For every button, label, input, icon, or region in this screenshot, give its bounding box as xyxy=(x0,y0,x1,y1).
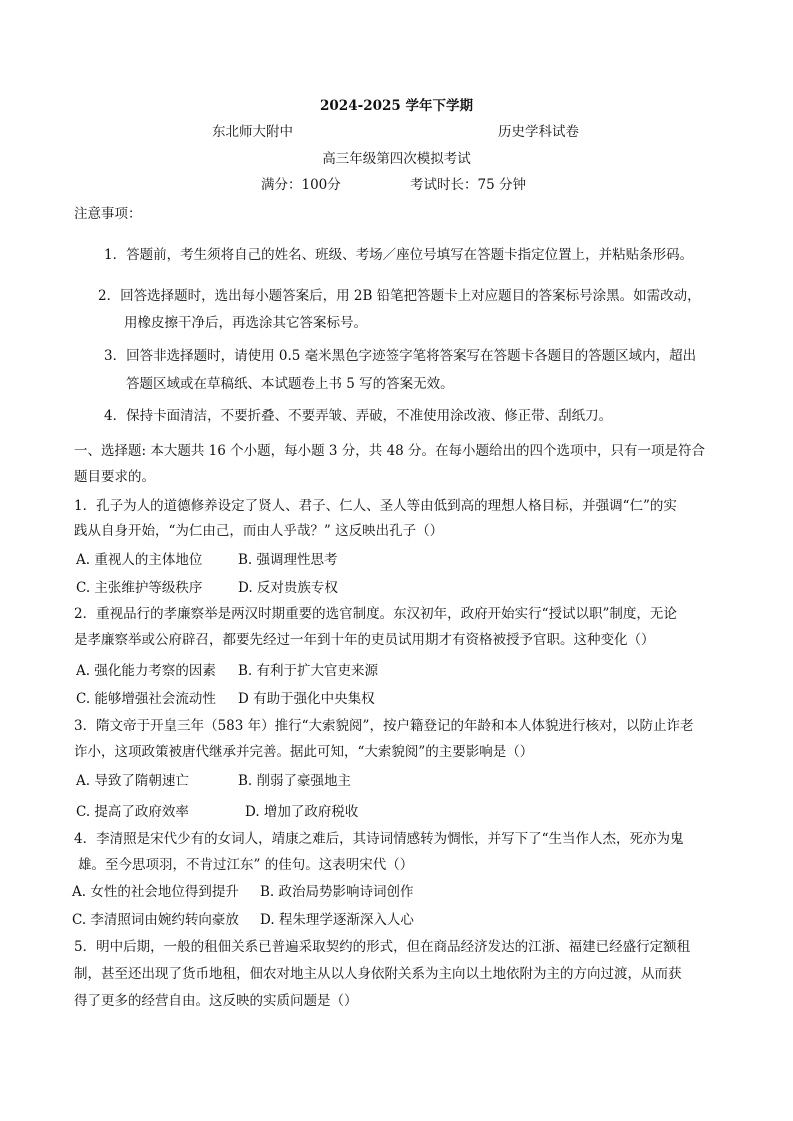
option-a: A. 强化能力考察的因素 xyxy=(76,663,216,679)
exam-year: 2024-2025 学年下学期 xyxy=(320,98,473,114)
question-text: 制，甚至还出现了货币地租，佃农对地主从以人身依附关系为主向以土地依附为主的方向过渡，从而获 xyxy=(74,966,682,982)
option-a: A. 重视人的主体地位 xyxy=(76,552,203,568)
option-b: B. 削弱了豪强地主 xyxy=(238,773,352,789)
notice-item: 1．答题前，考生须将自己的姓名、班级、考场／座位号填写在答题卡指定位置上，并粘贴条形码。 xyxy=(104,247,694,263)
option-c: C. 李清照词由婉约转向豪放 xyxy=(72,912,239,928)
option-d: D. 反对贵族专权 xyxy=(238,580,338,596)
notice-item-cont: 用橡皮擦干净后，再选涂其它答案标号。 xyxy=(124,315,367,331)
notice-item: 2．回答选择题时，选出每小题答案后，用 2B 铅笔把答题卡上对应题目的答案标号涂黑。如需改动， xyxy=(98,288,701,304)
question-text: 是孝廉察举或公府辟召，都要先经过一年到十年的吏员试用期才有资格被授予官职。这种变化（） xyxy=(74,632,655,648)
option-b: B. 政治局势影响诗词创作 xyxy=(260,884,414,900)
section-heading: 一、选择题: 本大题共 16 个小题，每小题 3 分，共 48 分。在每小题给出的四个选项中，只有一项是符合 xyxy=(74,443,706,459)
option-d: D. 增加了政府税收 xyxy=(245,804,359,820)
notice-item-cont: 答题区域或在草稿纸、本试题卷上书 5 写的答案无效。 xyxy=(126,376,454,392)
option-d: D 有助于强化中央集权 xyxy=(238,691,375,707)
notice-item: 4．保持卡面清洁，不要折叠、不要弄皱、弄破，不准使用涂改液、修正带、刮纸刀。 xyxy=(104,408,613,424)
option-d: D. 程朱理学逐渐深入人心 xyxy=(260,912,414,928)
option-a: A. 导致了隋朝速亡 xyxy=(76,773,189,789)
option-c: C. 能够增强社会流动性 xyxy=(76,691,216,707)
question-text: 4．李清照是宋代少有的女词人，靖康之难后，其诗词情感转为惆怅，并写下了“生当作人杰，死亦为鬼 xyxy=(74,831,684,847)
option-c: C. 提高了政府效率 xyxy=(76,804,189,820)
question-text: 诈小，这项政策被唐代继承并完善。据此可知，“大索貌阅”的主要影响是（） xyxy=(74,744,534,760)
exam-duration: 考试时长：75 分钟 xyxy=(410,177,526,193)
option-a: A. 女性的社会地位得到提升 xyxy=(72,884,239,900)
question-text: 1．孔子为人的道德修养设定了贤人、君子、仁人、圣人等由低到高的理想人格目标，并强调“仁”的实 xyxy=(74,498,677,514)
question-text: 3．隋文帝于开皇三年（583 年）推行“大索貌阅”，按户籍登记的年龄和本人体貌进行核对，以防止诈老 xyxy=(74,718,694,734)
option-b: B. 强调理性思考 xyxy=(238,552,338,568)
question-text: 雄。至今思项羽，不肯过江东” 的佳句。这表明宋代（） xyxy=(78,857,414,873)
full-score: 满分：100分 xyxy=(261,177,341,193)
question-text: 践从自身开始，“为仁由己，而由人乎哉？” 这反映出孔子（） xyxy=(74,523,444,539)
question-text: 5．明中后期，一般的租佃关系已普遍采取契约的形式，但在商品经济发达的江浙、福建已经盛行定额租 xyxy=(74,939,691,955)
school-name: 东北师大附中 xyxy=(212,124,293,140)
option-b: B. 有利于扩大官吏来源 xyxy=(238,663,379,679)
notice-item: 3．回答非选择题时，请使用 0.5 毫米黑色字迹签字笔将答案写在答题卡各题目的答题区域内，超出 xyxy=(104,348,697,364)
question-text: 得了更多的经营自由。这反映的实质问题是（） xyxy=(74,993,358,1009)
option-c: C. 主张维护等级秩序 xyxy=(76,580,203,596)
notice-title: 注意事项： xyxy=(74,206,142,222)
section-heading-cont: 题目要求的。 xyxy=(74,469,155,485)
exam-title: 高三年级第四次模拟考试 xyxy=(322,151,471,167)
subject-name: 历史学科试卷 xyxy=(498,124,579,140)
question-text: 2．重视品行的孝廉察举是两汉时期重要的选官制度。东汉初年，政府开始实行“授试以职”制度，无论 xyxy=(74,606,677,622)
